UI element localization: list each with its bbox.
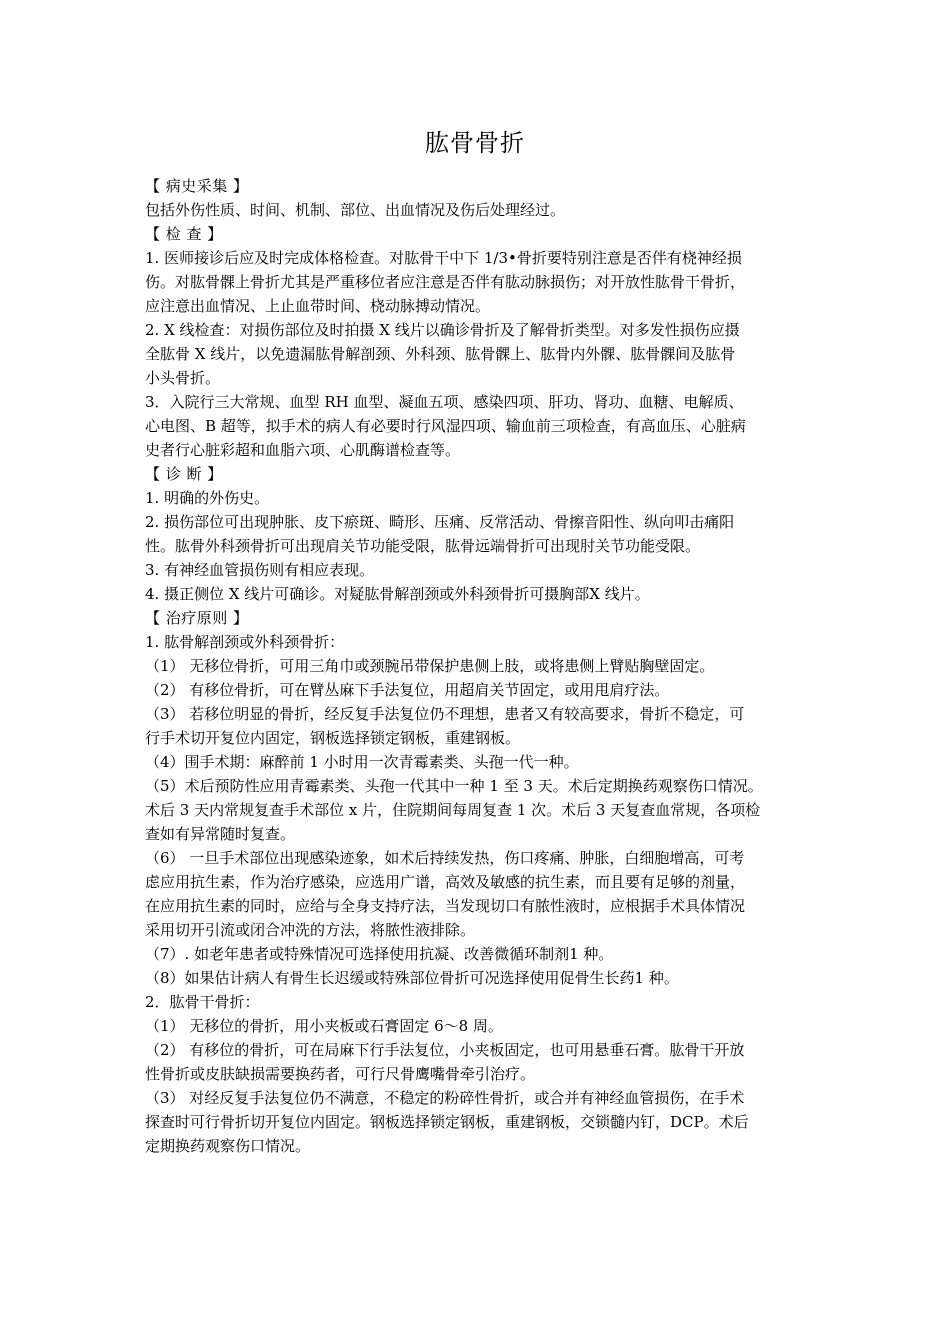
paragraph-line: 史者行心脏彩超和血脂六项、心肌酶谱检查等。 — [145, 441, 461, 459]
section-heading: 【 检 查 】 — [145, 225, 223, 243]
paragraph-line: 2. 损伤部位可出现肿胀、皮下瘀斑、畸形、压痛、反常活动、骨擦音阳性、纵向叩击痛阳 — [145, 513, 735, 531]
document-title: 肱骨骨折 — [425, 129, 525, 157]
paragraph-line: 1. 肱骨解剖颈或外科颈骨折： — [145, 633, 345, 651]
paragraph-line: （8）如果估计病人有骨生长迟缓或特殊部位骨折可况选择使用促骨生长药1 种。 — [145, 969, 679, 987]
paragraph-line: 探查时可行骨折切开复位内固定。钢板选择锁定钢板，重建钢板，交锁髓内钉，DCP。术后 — [145, 1113, 749, 1131]
paragraph-line: （1） 无移位骨折，可用三角巾或颈腕吊带保护患侧上肢，或将患侧上臂贴胸壁固定。 — [145, 657, 715, 675]
paragraph-line: 性骨折或皮肤缺损需要换药者，可行尺骨鹰嘴骨牵引治疗。 — [145, 1065, 536, 1083]
paragraph-line: （2） 有移位的骨折，可在局麻下行手法复位，小夹板固定，也可用悬垂石膏。肱骨干开放 — [145, 1041, 745, 1059]
paragraph-line: 伤。对肱骨髁上骨折尤其是严重移位者应注意是否伴有肱动脉损伤；对开放性肱骨干骨折， — [145, 273, 746, 291]
paragraph-line: 虑应用抗生素，作为治疗感染，应选用广谱，高效及敏感的抗生素，而且要有足够的剂量， — [145, 873, 746, 891]
paragraph-line: 4. 摄正侧位 X 线片可确诊。对疑肱骨解剖颈或外科颈骨折可摄胸部X 线片。 — [145, 585, 650, 603]
paragraph-line: 术后 3 天内常规复查手术部位 x 片，住院期间每周复查 1 次。术后 3 天复查血常规，各项检 — [145, 801, 761, 819]
paragraph-line: 包括外伤性质、时间、机制、部位、出血情况及伤后处理经过。 — [145, 201, 566, 219]
paragraph-line: 3．入院行三大常规、血型 RH 血型、凝血五项、感染四项、肝功、肾功、血糖、电解质、 — [145, 393, 744, 411]
paragraph-line: （5）术后预防性应用青霉素类、头孢一代其中一种 1 至 3 天。术后定期换药观察伤口情况。 — [145, 777, 763, 795]
paragraph-line: 采用切开引流或闭合冲洗的方法，将脓性液排除。 — [145, 921, 476, 939]
section-heading: 【 病史采集 】 — [145, 177, 249, 195]
paragraph-line: （1） 无移位的骨折，用小夹板或石膏固定 6～8 周。 — [145, 1017, 503, 1035]
paragraph-line: 定期换药观察伤口情况。 — [145, 1137, 311, 1155]
paragraph-line: 3. 有神经血管损伤则有相应表现。 — [145, 561, 375, 579]
paragraph-line: 2. X 线检查：对损伤部位及时拍摄 X 线片以确诊骨折及了解骨折类型。对多发性损伤应摄 — [145, 321, 740, 339]
paragraph-line: 性。肱骨外科颈骨折可出现肩关节功能受限，肱骨远端骨折可出现肘关节功能受限。 — [145, 537, 701, 555]
paragraph-line: （2） 有移位骨折，可在臂丛麻下手法复位，用超肩关节固定，或用甩肩疗法。 — [145, 681, 670, 699]
paragraph-line: （3） 对经反复手法复位仍不满意，不稳定的粉碎性骨折，或合并有神经血管损伤，在手术 — [145, 1089, 745, 1107]
paragraph-line: 1. 医师接诊后应及时完成体格检查。对肱骨干中下 1/3•骨折要特别注意是否伴有桡神经损 — [145, 249, 742, 267]
paragraph-line: 小头骨折。 — [145, 369, 221, 387]
paragraph-line: 1. 明确的外伤史。 — [145, 489, 270, 507]
paragraph-line: （7）. 如老年患者或特殊情况可选择使用抗凝、改善微循环制剂1 种。 — [145, 945, 614, 963]
paragraph-line: 行手术切开复位内固定，钢板选择锁定钢板，重建钢板。 — [145, 729, 521, 747]
paragraph-line: （4）围手术期：麻醉前 1 小时用一次青霉素类、头孢一代一种。 — [145, 753, 579, 771]
document-body — [145, 174, 825, 1158]
paragraph-line: （6） 一旦手术部位出现感染迹象，如术后持续发热，伤口疼痛、肿胀，白细胞增高，可考 — [145, 849, 745, 867]
paragraph-line: 心电图、B 超等，拟手术的病人有必要时行风湿四项、输血前三项检查，有高血压、心脏病 — [145, 417, 746, 435]
paragraph-line: 2．肱骨干骨折： — [145, 993, 260, 1011]
paragraph-line: 查如有异常随时复查。 — [145, 825, 296, 843]
section-heading: 【 治疗原则 】 — [145, 609, 249, 627]
paragraph-line: 应注意出血情况、上止血带时间、桡动脉搏动情况。 — [145, 297, 491, 315]
paragraph-line: 在应用抗生素的同时，应给与全身支持疗法，当发现切口有脓性液时，应根据手术具体情况 — [145, 897, 746, 915]
paragraph-line: （3） 若移位明显的骨折，经反复手法复位仍不理想，患者又有较高要求，骨折不稳定，可 — [145, 705, 745, 723]
paragraph-line: 全肱骨 X 线片，以免遗漏肱骨解剖颈、外科颈、肱骨髁上、肱骨内外髁、肱骨髁间及肱骨 — [145, 345, 736, 363]
section-heading: 【 诊 断 】 — [145, 465, 223, 483]
